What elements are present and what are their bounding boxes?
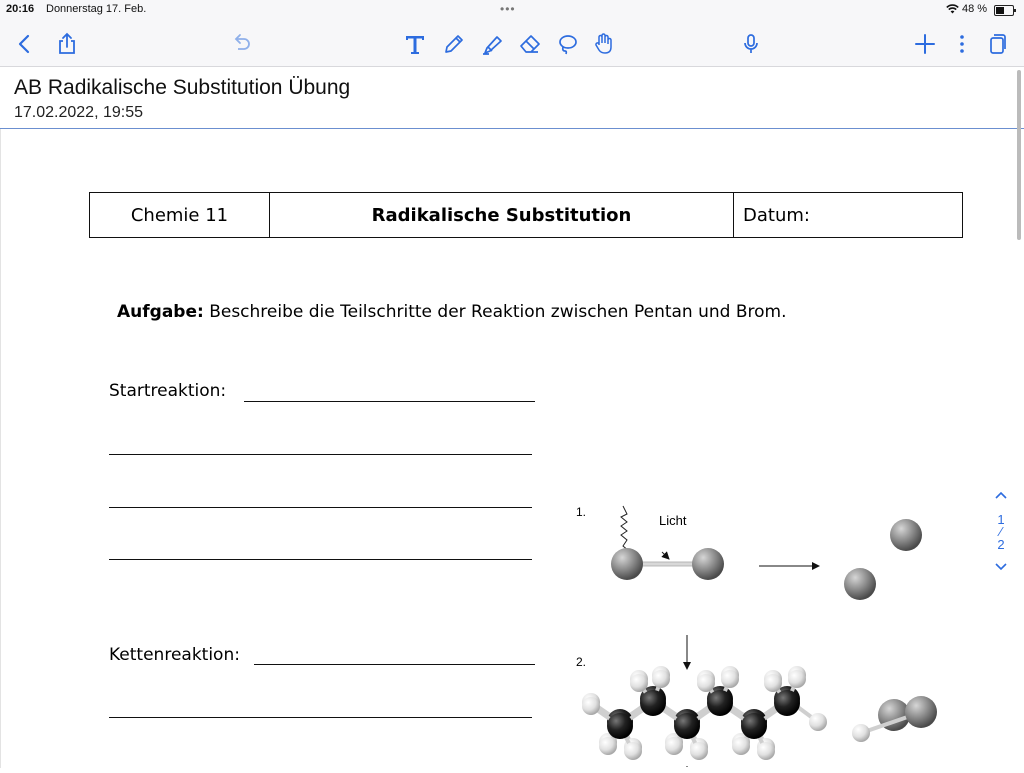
pen-icon <box>442 32 466 56</box>
toolbar <box>0 22 1024 67</box>
document-title[interactable]: AB Radikalische Substitution Übung <box>14 76 351 99</box>
page-up-icon[interactable] <box>994 490 1008 500</box>
text-tool-icon <box>403 32 427 56</box>
eraser-tool-button[interactable] <box>514 28 546 60</box>
answer-line[interactable] <box>254 664 535 665</box>
undo-icon <box>229 32 253 56</box>
topic-cell: Radikalische Substitution <box>270 193 734 237</box>
page-current: 1 <box>997 512 1005 527</box>
share-icon <box>55 32 79 56</box>
more-button[interactable] <box>946 28 978 60</box>
back-button[interactable] <box>9 28 41 60</box>
step-2-number: 2. <box>576 655 587 669</box>
start-reaction-label: Startreaktion: <box>109 381 227 401</box>
add-button[interactable] <box>909 28 941 60</box>
step-1-number: 1. <box>576 505 587 519</box>
page-separator: ⁄ <box>999 524 1003 539</box>
document-header <box>0 67 1024 129</box>
pentyl-radical <box>582 670 806 760</box>
status-time: 20:16 <box>6 3 35 15</box>
answer-line[interactable] <box>109 717 532 718</box>
document-page[interactable] <box>0 129 1017 768</box>
document-date: 17.02.2022, 19:55 <box>14 104 144 121</box>
lasso-icon <box>555 32 579 56</box>
date-cell: Datum: <box>743 204 810 226</box>
task-label: Aufgabe: <box>117 302 204 322</box>
text-tool-button[interactable] <box>399 28 431 60</box>
page-total: 2 <box>997 537 1005 552</box>
task-instruction <box>117 302 787 322</box>
highlighter-tool-button[interactable] <box>476 28 508 60</box>
answer-line[interactable] <box>109 454 532 455</box>
answer-line[interactable] <box>244 401 535 402</box>
answer-line[interactable] <box>109 559 532 560</box>
add-icon <box>913 32 937 56</box>
scrollbar[interactable] <box>1017 70 1021 240</box>
battery-icon <box>994 5 1014 16</box>
worksheet-header-table <box>89 192 963 238</box>
subject-cell: Chemie 11 <box>90 193 270 237</box>
lasso-tool-button[interactable] <box>551 28 583 60</box>
pen-tool-button[interactable] <box>438 28 470 60</box>
task-text: Beschreibe die Teilschritte der Reaktion zwischen Pentan und Brom. <box>209 302 787 322</box>
status-date: Donnerstag 17. Feb. <box>46 3 147 15</box>
answer-line[interactable] <box>109 507 532 508</box>
status-bar <box>0 0 1024 22</box>
share-button[interactable] <box>51 28 83 60</box>
wifi-icon <box>946 4 959 17</box>
product-row <box>571 635 991 768</box>
pages-icon <box>986 32 1010 56</box>
highlighter-icon <box>480 32 504 56</box>
page-navigator <box>990 490 1012 610</box>
microphone-icon <box>739 32 763 56</box>
light-label: Licht <box>659 513 687 528</box>
eraser-icon <box>518 32 542 56</box>
more-icon <box>950 32 974 56</box>
microphone-button[interactable] <box>735 28 767 60</box>
chain-reaction-label: Kettenreaktion: <box>109 645 240 665</box>
multitasking-dots-icon[interactable]: ••• <box>500 2 516 16</box>
undo-button[interactable] <box>225 28 257 60</box>
hand-icon <box>592 32 616 56</box>
pages-button[interactable] <box>982 28 1014 60</box>
back-icon <box>13 32 37 56</box>
hand-tool-button[interactable] <box>588 28 620 60</box>
hydrogen-bromide-molecule <box>852 696 937 742</box>
page-down-icon[interactable] <box>994 562 1008 572</box>
battery-percentage: 48 % <box>962 3 988 15</box>
